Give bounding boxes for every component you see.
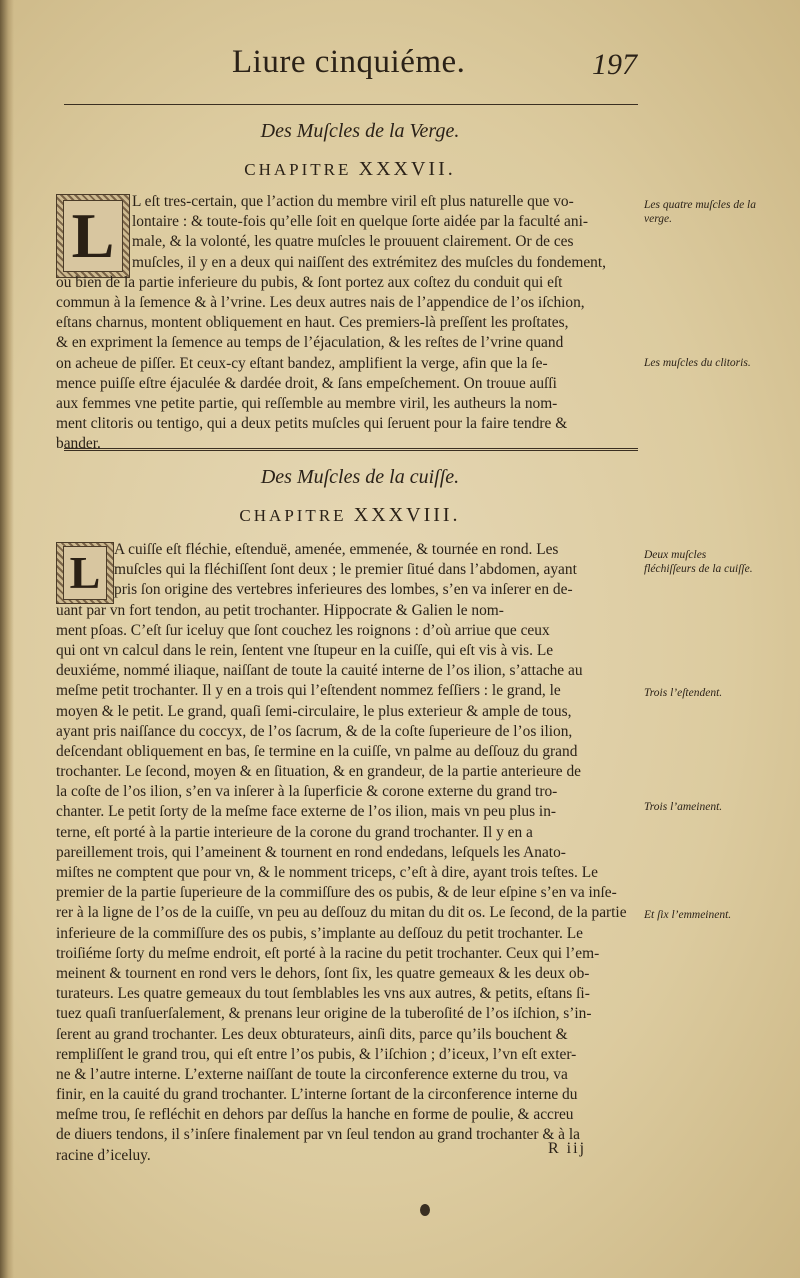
text-line: la coſte de l’os ilion, s’en va inſerer à la ſuperficie & corone externe du grand tro- (56, 783, 558, 801)
text-line: chanter. Le petit ſorty de la meſme face externe de l’os ilion, mais vn peu plus in- (56, 803, 557, 821)
page-number: 197 (592, 48, 637, 81)
chapter-word: CHAPITRE (244, 160, 352, 179)
text-line: lontaire : & toute-fois qu’elle ſoit en quelque ſorte aidée par la faculté ani- (132, 213, 588, 231)
text-line: ment pſoas. C’eſt ſur iceluy que ſont couchez les roignons : d’où arriue que ceux (56, 621, 550, 639)
margin-note-estendent: Trois l’eſtendent. (644, 687, 723, 699)
section-divider (64, 448, 638, 451)
chapter-38-text (56, 540, 646, 1166)
text-line: mence puiſſe eſtre éjaculée & dardée droit, & ſans empeſchement. On trouue auſſi (56, 374, 557, 392)
text-line: pris ſon origine des vertebres inferieures des lombes, s’en va inſerer en de- (114, 581, 573, 599)
text-line: deuxiéme, nommé iliaque, naiſſant de toute la cauité interne de l’os ilion, s’attache au (56, 662, 583, 680)
text-line: ſerent au grand trochanter. Les deux obturateurs, ainſi dits, parce qu’ils bouchent & (56, 1025, 568, 1043)
chapter-heading-38 (0, 504, 700, 527)
chapter-number: XXXVII. (358, 158, 456, 180)
decorated-initial: L (56, 542, 114, 604)
text-line: pareillement trois, qui l’ameinent & tournent en rond endedans, leſquels les Anato- (56, 843, 566, 861)
text-line: commun à la ſemence & à l’vrine. Les deux autres nais de l’appendice de l’os iſchion, (56, 293, 585, 311)
text-line: muſcles, il y en a deux qui naiſſent des extrémitez des muſcles du fondement, (132, 253, 606, 271)
running-title: Liure cinquiéme. (232, 44, 466, 80)
signature-mark: R iij (548, 1140, 587, 1157)
text-line: trochanter. Le ſecond, moyen & en ſituation, & en grandeur, de la partie anterieure de (56, 763, 582, 781)
page-header (0, 44, 800, 94)
text-line: miſtes ne comptent que pour vn, & le nomment triceps, c’eſt à dire, ayant trois teſtes. Le (56, 864, 598, 881)
text-line: & en expriment la ſemence au temps de l’éjaculation, & les reſtes de l’vrine quand (56, 334, 564, 352)
text-line: moyen & le petit. Le grand, quaſi ſemi-circulaire, le plus exterieur & ample de tous, (56, 702, 572, 720)
text-line: meſme petit trochanter. Il y en a trois qui l’eſtendent nommez feſſiers : le grand, le (56, 682, 561, 700)
text-line: ment clitoris ou tentigo, qui a deux petits muſcles qui ſeruent pour la faire tendre & (56, 415, 568, 433)
text-line: finir, en la cauité du grand trochanter. L’interne ſortant de la circonference interne du (56, 1086, 578, 1104)
chapter-word: CHAPITRE (239, 506, 347, 525)
page-gutter (0, 0, 14, 1278)
margin-note-flechisseurs: Deux muſcles fléchiſſeurs de la cuiſſe. (644, 549, 753, 575)
text-line: deſcendant obliquement en bas, ſe termine en la cuiſſe, vn palme au deſſouz du grand (56, 742, 578, 760)
text-line: uant par vn fort tendon, au petit trochanter. Hippocrate & Galien le nom- (56, 601, 504, 619)
section-title-cuisse: Des Muſcles de la cuiſſe. (260, 466, 460, 488)
text-line: aux femmes vne petite partie, qui reſſemble au membre viril, les autheurs la nom- (56, 394, 558, 412)
margin-note-clitoris: Les muſcles du clitoris. (644, 357, 751, 369)
text-line: tuez quaſi tranſuerſalement, & prenans leur origine de la tuberoſité de l’os iſchion, s’in- (56, 1005, 592, 1023)
text-line: qui ont vn calcul dans le rein, ſentent vne ſtupeur en la cuiſſe, qui eſt vis à vis. Le (56, 641, 554, 659)
margin-note-ameinent: Trois l’ameinent. (644, 801, 723, 813)
text-line: eſtans charnus, montent obliquement en haut. Ces premiers-là preſſent les proſtates, (56, 314, 569, 332)
text-line: on acheue de piſſer. Et ceux-cy eſtant bandez, amplifient la verge, afin que la ſe- (56, 354, 548, 372)
text-line: male, & la volonté, les quatre muſcles le prouuent clairement. Or de ces (132, 233, 574, 251)
text-line: ou bien de la partie inferieure du pubis, & ſont portez aux coſtez du conduit qui eſt (56, 273, 563, 291)
chapter-37-text (56, 192, 646, 454)
text-line: muſcles qui la fléchiſſent ſont deux ; le premier ſitué dans l’abdomen, ayant (114, 561, 577, 579)
header-rule (64, 104, 638, 105)
text-line: meinent & tournent en rond vers le dehors, ſont ſix, les quatre gemeaux & les deux ob- (56, 964, 590, 982)
text-line: premier de la partie ſuperieure de la commiſſure des os pubis, & de leur eſpine s’en va inſe- (56, 884, 617, 902)
decorated-initial: L (56, 194, 130, 278)
chapter-heading-37 (0, 158, 700, 181)
text-line: terne, eſt porté à la partie interieure de la corone du grand trochanter. Il y en a (56, 823, 533, 841)
text-line: A cuiſſe eſt fléchie, eſtenduë, amenée, emmenée, & tournée en rond. Les (114, 541, 559, 558)
text-line: rer à la ligne de l’os de la cuiſſe, vn peu au deſſouz du mitan du dit os. Le ſecond, de la partie (56, 904, 627, 922)
text-line: racine d’iceluy. (56, 1146, 151, 1164)
text-line: de diuers tendons, il s’inſere finalement par vn ſeul tendon au grand trochanter & à la (56, 1126, 580, 1144)
chapter-number: XXXVIII. (353, 504, 461, 526)
text-line: meſme trou, ſe refléchit en dehors par deſſus la hanche en forme de poulie, & accreu (56, 1106, 574, 1124)
section-title-verge: Des Muſcles de la Verge. (260, 120, 460, 142)
text-line: turateurs. Les quatre gemeaux du tout ſemblables les vns aux autres, & petits, eſtans ſi- (56, 985, 590, 1003)
margin-note-verge: Les quatre muſcles de la verge. (644, 199, 757, 225)
text-line: inferieure de la commiſſure des os pubis, s’implante au deſſouz du petit trochanter. Le (56, 924, 583, 942)
text-line: rempliſſent le grand trou, qui eſt entre l’os pubis, & l’iſchion ; d’iceux, l’vn eſt exter- (56, 1045, 577, 1063)
ink-blot (420, 1204, 430, 1216)
text-line: troiſiéme ſorty du meſme endroit, eſt porté à la racine du petit trochanter. Ceux qui l’em- (56, 944, 600, 962)
text-line: bander. (56, 435, 101, 453)
margin-note-emmeinent: Et ſix l’emmeinent. (644, 909, 732, 921)
text-line: ne & l’autre interne. L’externe naiſſant de toute la circonference externe du trou, va (56, 1065, 568, 1083)
text-line: L eſt tres-certain, que l’action du membre viril eſt plus naturelle que vo- (132, 193, 574, 210)
text-line: ayant pris naiſſance du coccyx, de l’os ſacrum, & de la coſte ſuperieure de l’os ilion, (56, 722, 573, 740)
